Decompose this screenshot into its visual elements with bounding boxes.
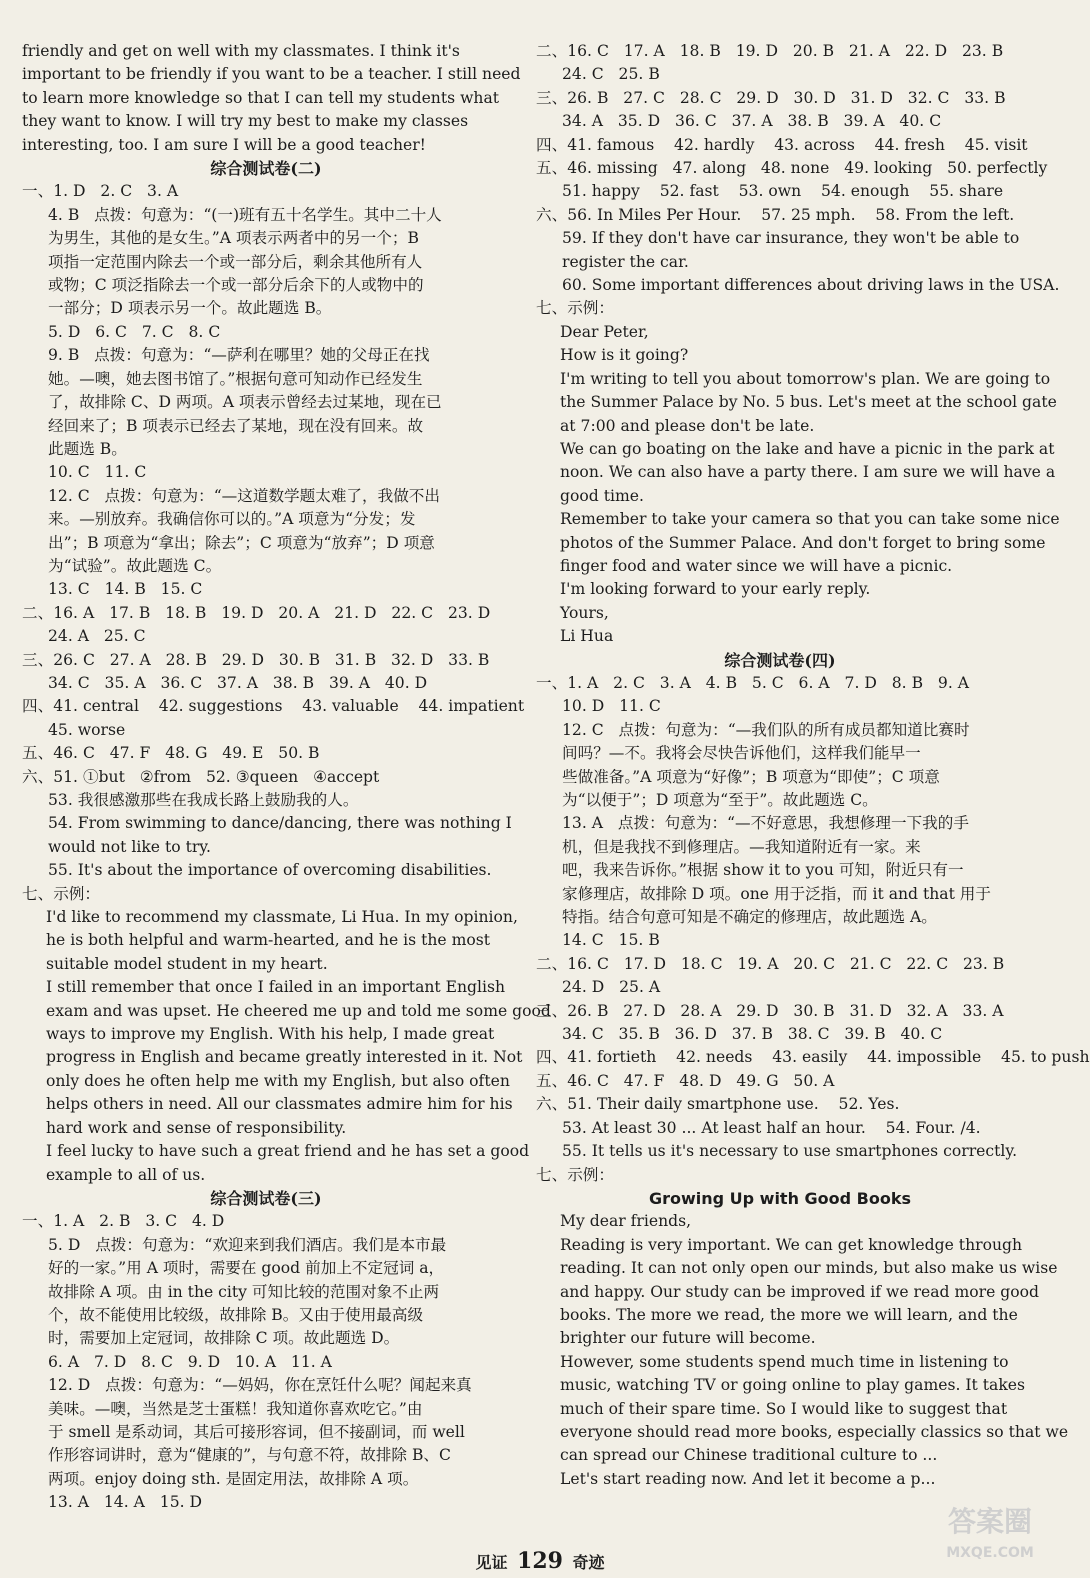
text-line: 四、41. central 42. suggestions 43. valuable 44. impatient xyxy=(22,697,525,716)
text-line: 了，故排除 C、D 两项。A 项表示曾经去过某地，现在已 xyxy=(48,393,442,412)
text-line: helps others in need. All our classmates admire him for his xyxy=(46,1095,513,1114)
text-line: 为“试验”。故此题选 C。 xyxy=(48,556,222,575)
text-line: exam and was upset. He cheered me up and told me some good xyxy=(46,1001,551,1020)
footer-right-text: 奇迹 xyxy=(572,1553,605,1572)
text-line: friendly and get on well with my classmates. I think it's xyxy=(22,42,460,60)
text-line: 10. D 11. C xyxy=(562,697,661,716)
text-line: 她。—噢，她去图书馆了。”根据句意可知动作已经发生 xyxy=(48,369,423,388)
text-line: 为“以便于”；D 项意为“至于”。故此题选 C。 xyxy=(562,791,878,809)
text-line: 间吗？—不。我将会尽快告诉他们，这样我们能早一 xyxy=(562,744,921,763)
text-line: 项指一定范围内除去一个或一部分后，剩余其他所有人 xyxy=(48,252,423,271)
text-line: 二、16. C 17. D 18. C 19. A 20. C 21. C 22. C 23. B xyxy=(536,954,1005,973)
text-line: 特指。结合句意可知是不确定的修理店，故此题选 A。 xyxy=(562,908,937,927)
text-line: However, some students spend much time in listening to xyxy=(560,1352,1009,1371)
text-line: 45. worse xyxy=(48,720,126,739)
text-line: I'm looking forward to your early reply. xyxy=(560,580,871,599)
text-line: We can go boating on the lake and have a picnic in the park at xyxy=(560,439,1055,458)
text-line: 51. happy 52. fast 53. own 54. enough 55. share xyxy=(562,182,1004,201)
text-line: 12. D 点拨：句意为：“—妈妈，你在烹饪什么呢？闻起来真 xyxy=(48,1376,472,1395)
text-line: Reading is very important. We can get knowledge through xyxy=(560,1235,1023,1254)
text-line: I feel lucky to have such a great friend and he has set a good xyxy=(46,1142,530,1161)
text-line: 53. 我很感激那些在我成长路上鼓励我的人。 xyxy=(48,791,359,809)
text-line: 60. Some important differences about driving laws in the USA. xyxy=(562,276,1060,295)
text-line: I'd like to recommend my classmate, Li Hua. In my opinion, xyxy=(46,908,518,927)
text-line: the Summer Palace by No. 5 bus. Let's meet at the school gate xyxy=(560,393,1057,412)
footer-left-text: 见证 xyxy=(475,1553,508,1572)
text-line: much of their spare time. So I would like to suggest that xyxy=(560,1399,1008,1418)
text-line: 个，故不能使用比较级，故排除 B。又由于使用最高级 xyxy=(48,1305,424,1324)
text-line: 家修理店，故排除 D 项。one 用于泛指，而 it and that 用于 xyxy=(562,884,991,903)
text-line: 三、26. B 27. C 28. C 29. D 30. D 31. D 32. C 33. B xyxy=(536,88,1006,107)
text-line: they want to know. I will try my best to make my classes xyxy=(22,112,469,131)
text-line: 55. It's about the importance of overcoming disabilities. xyxy=(48,861,492,880)
text-line: 些做准备。”A 项意为“好像”；B 项意为“即使”；C 项意 xyxy=(562,767,940,786)
text-line: 于 smell 是系动词，其后可接形容词，但不接副词，而 well xyxy=(48,1422,465,1441)
text-line: 故排除 A 项。由 in the city 可知比较的范围对象不止两 xyxy=(48,1282,440,1301)
text-line: only does he often help me with my English, but also often xyxy=(46,1071,510,1090)
text-line: 10. C 11. C xyxy=(48,463,147,482)
text-line: 来。—别放弃。我确信你可以的。”A 项意为“分发；发 xyxy=(48,510,416,529)
text-line: 吧，我来告诉你。”根据 show it to you 可知，附近只有一 xyxy=(562,861,964,880)
text-line: would not like to try. xyxy=(48,837,211,856)
text-line: 5. D 6. C 7. C 8. C xyxy=(48,322,221,341)
text-line: progress in English and became greatly interested in it. Not xyxy=(46,1048,523,1067)
text-line: music, watching TV or going online to play games. It takes xyxy=(560,1376,1025,1395)
text-line: Dear Peter, xyxy=(560,322,649,341)
text-line: 24. A 25. C xyxy=(48,627,146,646)
section-heading: 综合测试卷(二) xyxy=(210,159,322,179)
text-line: 经回来了；B 项表示已经去了某地，现在没有回来。故 xyxy=(48,416,424,435)
page-number: 129 xyxy=(517,1548,563,1574)
text-line: can spread our Chinese traditional culture to ... xyxy=(560,1446,938,1465)
text-line: 13. C 14. B 15. C xyxy=(48,580,203,599)
text-line: 9. B 点拨：句意为：“—萨利在哪里？她的父母正在找 xyxy=(48,346,430,365)
text-line: hard work and sense of responsibility. xyxy=(46,1118,347,1137)
text-line: suitable model student in my heart. xyxy=(46,954,328,973)
text-line: everyone should read more books, especially classics so that we xyxy=(560,1422,1069,1441)
text-line: he is both helpful and warm-hearted, and he is the most xyxy=(46,931,491,950)
watermark-url: MXQE.COM xyxy=(946,1545,1034,1561)
text-line: 34. A 35. D 36. C 37. A 38. B 39. A 40. C xyxy=(562,112,942,131)
text-line: interesting, too. I am sure I will be a good teacher! xyxy=(22,135,426,154)
section-heading: 综合测试卷(四) xyxy=(724,650,836,670)
text-line: 美味。—噢，当然是芝士蛋糕！我知道你喜欢吃它。”由 xyxy=(48,1399,423,1418)
text-line: Yours, xyxy=(560,603,609,622)
text-line: 54. From swimming to dance/dancing, there was nothing I xyxy=(48,814,512,833)
text-line: good time. xyxy=(560,486,644,505)
text-line: 机，但是我找不到修理店。—我知道附近有一家。来 xyxy=(562,837,921,856)
text-line: 作形容词讲时，意为“健康的”，与句意不符，故排除 B、C xyxy=(48,1446,451,1465)
text-line: Li Hua xyxy=(560,627,614,646)
text-line: 二、16. C 17. A 18. B 19. D 20. B 21. A 22. D 23. B xyxy=(536,42,1004,60)
text-line: 24. D 25. A xyxy=(562,978,661,997)
text-line: 六、56. In Miles Per Hour. 57. 25 mph. 58. From the left. xyxy=(536,205,1015,224)
text-line: reading. It can not only open our minds, but also make us wise xyxy=(560,1259,1058,1278)
text-line: 34. C 35. B 36. D 37. B 38. C 39. B 40. C xyxy=(562,1025,943,1044)
text-line: 五、46. C 47. F 48. G 49. E 50. B xyxy=(22,744,320,763)
text-line: Let's start reading now. And let it become a p... xyxy=(560,1469,936,1488)
text-line: 6. A 7. D 8. C 9. D 10. A 11. A xyxy=(48,1352,332,1371)
text-line: How is it going? xyxy=(560,346,689,365)
text-line: 二、16. A 17. B 18. B 19. D 20. A 21. D 22. C 23. D xyxy=(22,603,491,622)
text-line: noon. We can also have a party there. I am sure we will have a xyxy=(560,463,1056,482)
text-line: 一部分；D 项表示另一个。故此题选 B。 xyxy=(48,299,332,318)
text-line: 24. C 25. B xyxy=(562,65,660,84)
text-line: to learn more knowledge so that I can tell my students what xyxy=(22,88,500,107)
text-line: I still remember that once I failed in an important English xyxy=(46,978,506,997)
text-line: 五、46. missing 47. along 48. none 49. looking 50. perfectly xyxy=(536,159,1048,178)
text-line: example to all of us. xyxy=(46,1165,206,1184)
text-line: 三、26. B 27. D 28. A 29. D 30. B 31. D 32. A 33. A xyxy=(536,1001,1004,1020)
text-line: 三、26. C 27. A 28. B 29. D 30. B 31. B 32. D 33. B xyxy=(22,650,490,669)
text-line: 34. C 35. A 36. C 37. A 38. B 39. A 40. D xyxy=(48,673,428,692)
text-line: 55. It tells us it's necessary to use smartphones correctly. xyxy=(562,1142,1018,1161)
text-line: 时，需要加上定冠词，故排除 C 项。故此题选 D。 xyxy=(48,1329,400,1348)
text-line: 4. B 点拨：句意为：“(一)班有五十名学生。其中二十人 xyxy=(48,205,442,224)
text-line: 出”；B 项意为“拿出；除去”；C 项意为“放弃”；D 项意 xyxy=(48,533,435,552)
left-column xyxy=(22,40,551,1515)
text-line: 为男生，其他的是女生。”A 项表示两者中的另一个；B xyxy=(48,229,419,248)
text-line: 一、1. D 2. C 3. A xyxy=(22,182,179,201)
text-line: 四、41. fortieth 42. needs 43. easily 44. impossible 45. to push xyxy=(536,1048,1090,1067)
text-line: 七、示例： xyxy=(536,1165,614,1184)
text-line: 此题选 B。 xyxy=(48,439,127,458)
text-line: Remember to take your camera so that you can take some nice xyxy=(560,510,1060,529)
text-line: ways to improve my English. With his help, I made great xyxy=(46,1025,495,1044)
text-line: 七、示例： xyxy=(536,299,614,318)
section-heading: 综合测试卷(三) xyxy=(210,1188,322,1208)
text-line: brighter our future will become. xyxy=(560,1329,816,1348)
text-line: 四、41. famous 42. hardly 43. across 44. fresh 45. visit xyxy=(536,135,1028,154)
text-line: 七、示例： xyxy=(22,884,100,903)
text-line: 两项。enjoy doing sth. 是固定用法，故排除 A 项。 xyxy=(48,1469,419,1488)
text-line: register the car. xyxy=(562,252,689,271)
text-line: 5. D 点拨：句意为：“欢迎来到我们酒店。我们是本市最 xyxy=(48,1235,447,1254)
text-line: 好的一家。”用 A 项时，需要在 good 前加上不定冠词 a， xyxy=(48,1259,445,1278)
text-line: 53. At least 30 ... At least half an hour. 54. Four. /4. xyxy=(562,1118,981,1137)
text-line: 一、1. A 2. B 3. C 4. D xyxy=(22,1212,225,1231)
text-line: 13. A 点拨：句意为：“—不好意思，我想修理一下我的手 xyxy=(562,814,969,833)
watermark-logo xyxy=(910,1500,1070,1570)
text-line: at 7:00 and please don't be late. xyxy=(560,416,815,435)
section-heading: Growing Up with Good Books xyxy=(648,1188,912,1208)
text-line: 13. A 14. A 15. D xyxy=(48,1493,203,1512)
text-line: 六、51. ①but ②from 52. ③queen ④accept xyxy=(22,767,380,786)
text-line: photos of the Summer Palace. And don't forget to bring some xyxy=(560,533,1046,552)
text-line: 59. If they don't have car insurance, they won't be able to xyxy=(562,229,1020,248)
text-line: 12. C 点拨：句意为：“—这道数学题太难了，我做不出 xyxy=(48,486,440,505)
text-line: I'm writing to tell you about tomorrow's plan. We are going to xyxy=(560,369,1051,388)
right-column xyxy=(536,40,1090,1491)
text-line: 六、51. Their daily smartphone use. 52. Yes. xyxy=(536,1095,900,1114)
text-line: 或物；C 项泛指除去一个或一部分后余下的人或物中的 xyxy=(48,276,424,295)
text-line: and happy. Our study can be improved if we read more good xyxy=(560,1282,1040,1301)
text-line: My dear friends, xyxy=(560,1212,692,1231)
text-line: 14. C 15. B xyxy=(562,931,660,950)
text-line: books. The more we read, the more we will learn, and the xyxy=(560,1305,1018,1324)
text-line: 五、46. C 47. F 48. D 49. G 50. A xyxy=(536,1071,835,1090)
text-line: important to be friendly if you want to be a teacher. I still need xyxy=(22,65,521,84)
text-line: 一、1. A 2. C 3. A 4. B 5. C 6. A 7. D 8. B 9. A xyxy=(536,673,969,692)
text-line: 12. C 点拨：句意为：“—我们队的所有成员都知道比赛时 xyxy=(562,720,970,739)
text-line: finger food and water since we will have a picnic. xyxy=(560,556,953,575)
watermark-text: 答案圈 xyxy=(947,1505,1032,1538)
